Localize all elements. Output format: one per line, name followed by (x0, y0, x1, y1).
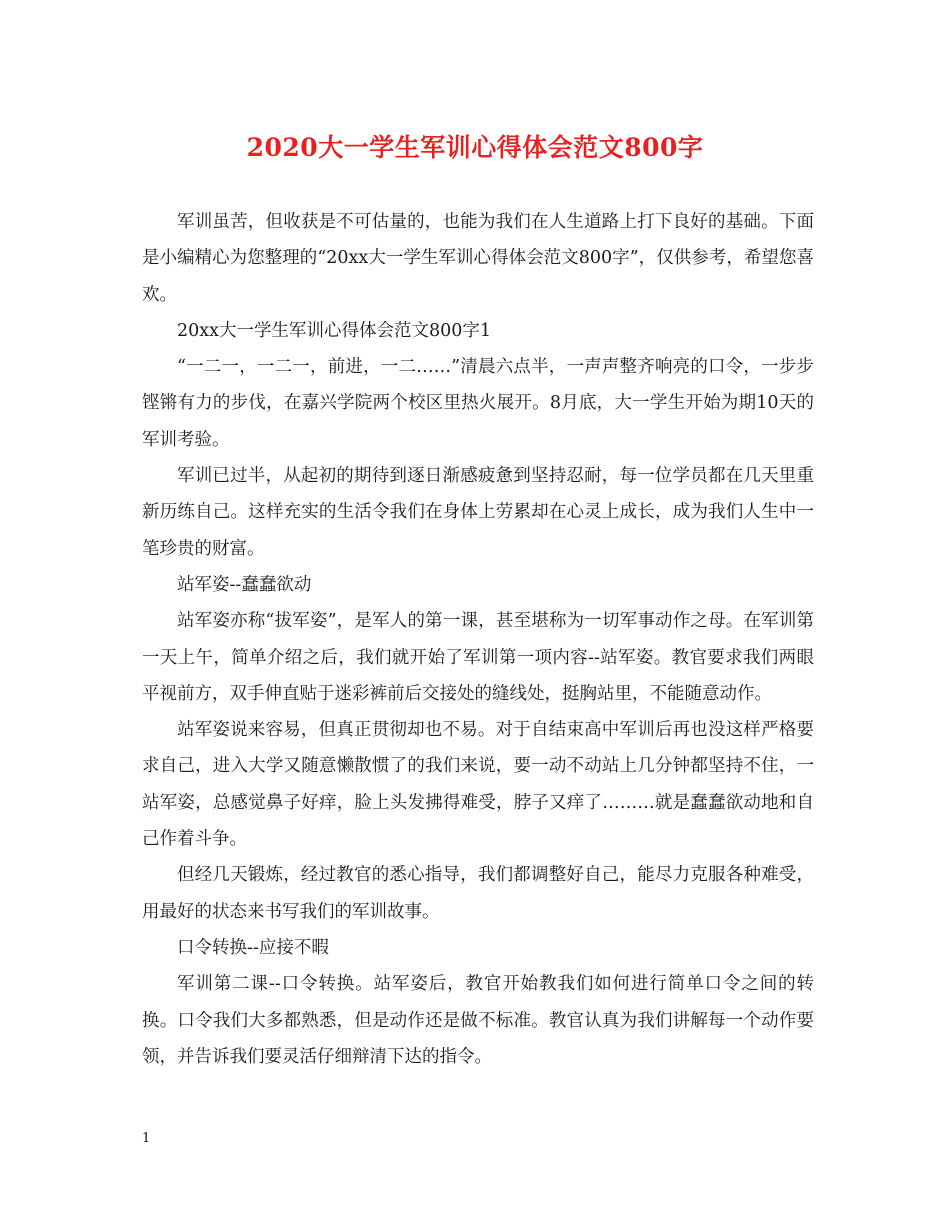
paragraph: 军训第二课--口令转换。站军姿后，教官开始教我们如何进行简单口令之间的转换。口令我们大多都熟悉，但是动作还是做不标准。教官认真为我们讲解每一个动作要领，并告诉我们要灵活仔细辩清下达的指令。 (142, 974, 814, 1067)
section-heading: 口令转换--应接不暇 (177, 937, 329, 958)
paragraph: 军训虽苦，但收获是不可估量的，也能为我们在人生道路上打下良好的基础。下面是小编精心为您整理的“20xx大一学生军训心得体会范文800字”，仅供参考，希望您喜欢。 (142, 212, 814, 305)
section-heading: 站军姿--蠢蠢欲动 (177, 574, 312, 595)
paragraph: 站军姿说来容易，但真正贯彻却也不易。对于自结束高中军训后再也没这样严格要求自己，进入大学又随意懒散惯了的我们来说，要一动不动站上几分钟都坚持不住，一站军姿，总感觉鼻子好痒，脸上头发拂得难受，脖子又痒了………就是蠢蠢欲动地和自己作着斗争。 (142, 720, 814, 850)
document-body (142, 204, 814, 1075)
paragraph: “一二一，一二一，前进，一二……”清晨六点半，一声声整齐响亮的口令，一步步铿锵有力的步伐，在嘉兴学院两个校区里热火展开。8月底，大一学生开始为期10天的军训考验。 (142, 357, 814, 450)
paragraph: 但经几天锻炼，经过教官的悉心指导，我们都调整好自己，能尽力克服各种难受，用最好的状态来书写我们的军训故事。 (142, 865, 814, 922)
paragraph: 军训已过半，从起初的期待到逐日渐感疲惫到坚持忍耐，每一位学员都在几天里重新历练自己。这样充实的生活令我们在身体上劳累却在心灵上成长，成为我们人生中一笔珍贵的财富。 (142, 466, 814, 559)
paragraph: 站军姿亦称“拔军姿”，是军人的第一课，甚至堪称为一切军事动作之母。在军训第一天上午，简单介绍之后，我们就开始了军训第一项内容--站军姿。教官要求我们两眼平视前方，双手伸直贴于迷彩裤前后交接处的缝线处，挺胸站里，不能随意动作。 (142, 611, 814, 704)
document-title: 2020大一学生军训心得体会范文800字 (246, 133, 704, 162)
page-number: 1 (142, 1131, 151, 1146)
paragraph: 20xx大一学生军训心得体会范文800字1 (177, 320, 492, 341)
